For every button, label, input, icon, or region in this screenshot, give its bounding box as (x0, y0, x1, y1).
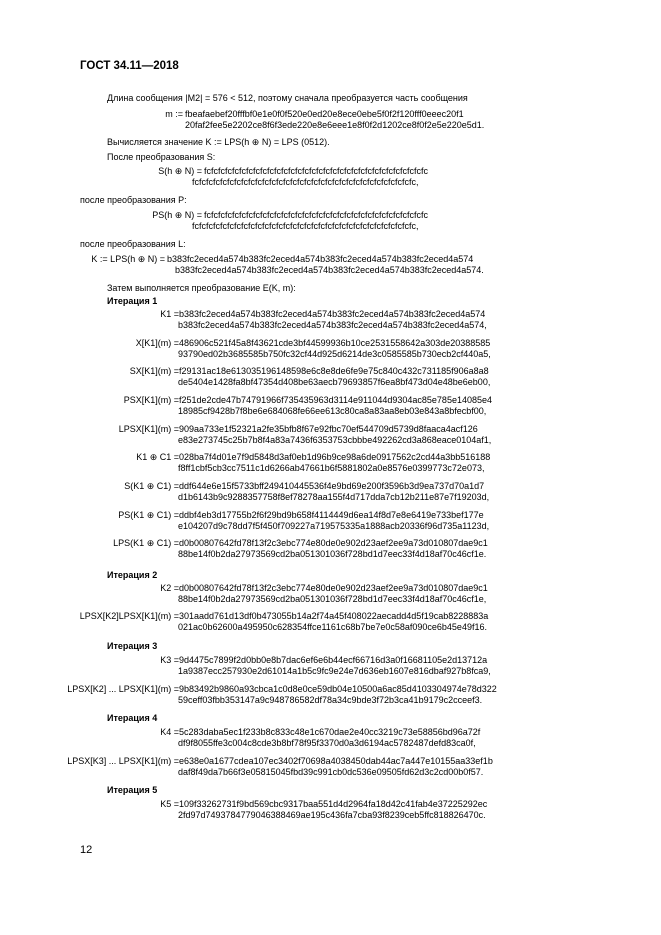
it1-row-4-label: PSX[K1](m) = (123, 395, 179, 405)
iteration-4-title: Итерация 4 (107, 713, 158, 723)
it1-row-5-value: 909aa733e1f52321a2fe35bfb8f67e92fbc70ef544709d5739d8faaca4acf126 e83e273745c25b7b8f4a83a7436f6353753cbbbe492262cd3a868eace0104af1, (178, 424, 492, 445)
page-header: ГОСТ 34.11—2018 (80, 60, 179, 72)
p-label: PS(h ⊕ N) = (152, 210, 202, 220)
p-value: fcfcfcfcfcfcfcfcfcfcfcfcfcfcfcfcfcfcfcfcfcfcfcfcfcfcfcfcfcfcfcfc fcfcfcfcfcfcfcfcfcfcfcfcfcfcfcfcfcfcfcfcfcfcfcfcfcfcfcfcfcfcfcfc, (192, 210, 429, 231)
compute-text: Вычисляется значение K := LPS(h ⊕ N) = LPS (0512). (107, 137, 330, 147)
s-label: S(h ⊕ N) = (158, 166, 202, 176)
it4-row-1-value: 5c283daba5ec1f233b8c833c48e1c670dae2e40cc3219c73e58856bd96a72f df9f8055ffe3c004c8cde3b8bf78f95f3370d0a3d6194ac5782487defd83ca0f, (178, 727, 481, 748)
after-s-text: После преобразования S: (107, 152, 216, 162)
it1-row-9-value: d0b00807642fd78f13f2c3ebc774e80de0e902d23aef2ee9a73d010807dae9c1 88be14f0b2da27973569cd2ba051301036f728bd1d7eec33f4d18af70c46cf1e. (178, 538, 488, 559)
it1-row-5-label: LPSX[K1](m) = (118, 424, 179, 434)
it1-row-7-label: S(K1 ⊕ C1) = (124, 481, 179, 491)
it5-row-1-label: K5 = (160, 799, 179, 809)
it2-row-1-label: K2 = (160, 583, 179, 593)
s-value: fcfcfcfcfcfcfcfcfcfcfcfcfcfcfcfcfcfcfcfcfcfcfcfcfcfcfcfcfcfcfcfc fcfcfcfcfcfcfcfcfcfcfcfcfcfcfcfcfcfcfcfcfcfcfcfcfcfcfcfcfcfcfcfc, (192, 166, 429, 187)
it4-row-2-label: LPSX[K3] ... LPSX[K1](m) = (67, 756, 179, 766)
k-label: K := LPS(h ⊕ N) = (91, 254, 165, 264)
iteration-3-title: Итерация 3 (107, 641, 158, 651)
it1-row-1-value: b383fc2eced4a574b383fc2eced4a574b383fc2eced4a574b383fc2eced4a574 b383fc2eced4a574b383fc2eced4a574b383fc2eced4a574b383fc2eced4a574, (178, 309, 487, 330)
it4-row-2-value: e638e0a1677cdea107ec3402f70698a4038450dab44ac7a447e10155aa33ef1b daf8f49da7b66f3e05815045fbd39c991cb0dc536e09505fd62d3c2cd00b0f57. (178, 756, 493, 777)
it4-row-1-label: K4 = (160, 727, 179, 737)
m-value: fbeafaebef20fffbf0e1e0f0f520e0ed20e8ece0ebe5f0f2f120fff0eeec20f1 20faf2fee5e2202ce8f6f3ede220e8e6eee1e8f0f2d1202ce8f0f2e5e220e5d1. (185, 109, 485, 130)
it1-row-8-label: PS(K1 ⊕ C1) = (118, 510, 179, 520)
it1-row-2-value: 486906c521f45a8f43621cde3bf44599936b10ce2531558642a303de20388585 93790ed02b3685585b750fc32cf44d925d6214de3c0585585b730ecb2cf440a5, (178, 338, 491, 359)
page-number: 12 (80, 844, 93, 856)
it3-row-1-value: 9d4475c7899f2d0bb0e8b7dac6ef6e6b44ecf66716d3a0f16681105e2d13712a 1a9387ecc257930e2d61014a1b5c9fc9e24e7d636eb1607e816dbaf927b8fca9, (178, 655, 491, 676)
after-l-text: после преобразования L: (80, 239, 186, 249)
it1-row-6-value: 028ba7f4d01e7f9d5848d3af0eb1d96b9ce98a6de0917562c2cd44a3bb516188 f8ff1cbf5cb3cc7511c1d6266ab47661b6f5881802a0e8576e0399773c72e073, (178, 452, 491, 473)
it1-row-2-label: X[K1](m) = (135, 338, 179, 348)
iteration-2-title: Итерация 2 (107, 570, 158, 580)
it2-row-2-value: 301aadd761d13df0b473055b14a2f74a45f408022aecadd4d5f19cab8228883a 021ac0b62600a495950c628354ffce1161c68b7be7e0c58af090ce6b45e49f16. (178, 611, 489, 632)
it1-row-7-value: ddf644e6e15f5733bff249410445536f4e9bd69e200f3596b3d9ea737d70a1d7 d1b6143b9c9288357758f8ef78278aa155f4d717dda7cb12b211e87e7f19203d, (178, 481, 490, 502)
it3-row-2-label: LPSX[K2] ... LPSX[K1](m) = (67, 684, 179, 694)
it1-row-1-label: K1 = (160, 309, 179, 319)
it3-row-2-value: 9b83492b9860a93cbca1c0d8e0ce59db04e10500a6ac85d4103304974e78d322 59ceff03fbb353147a9c948786582df78a34c9bde3f72b3ca41b9179c2cceef3. (178, 684, 497, 705)
it2-row-2-label: LPSX[K2]LPSX[K1](m) = (79, 611, 179, 621)
iteration-5-title: Итерация 5 (107, 785, 158, 795)
it1-row-3-label: SX[K1](m) = (129, 366, 179, 376)
then-text: Затем выполняется преобразование E(K, m): (107, 283, 296, 293)
it1-row-8-value: ddbf4eb3d17755b2f6f29bd9b658f4114449d6ea14f8d7e8e6419e733bef177e e104207d9c78dd7f5f450f709227a719575335a1888acb20336f96d735a1123d, (178, 510, 490, 531)
it1-row-9-label: LPS(K1 ⊕ C1) = (113, 538, 179, 548)
m-label: m := (165, 109, 183, 119)
it5-row-1-value: 109f33262731f9bd569cbc9317baa551d4d2964fa18d42c41fab4e37225292ec 2fd97d7493784779046388469ae195c436fa7cba93f8239ceb5ffc818826470c. (178, 799, 488, 820)
k-value: b383fc2eced4a574b383fc2eced4a574b383fc2eced4a574b383fc2eced4a574 b383fc2eced4a574b383fc2eced4a574b383fc2eced4a574b383fc2eced4a574. (167, 254, 484, 275)
it3-row-1-label: K3 = (160, 655, 179, 665)
it1-row-4-value: f251de2cde47b74791966f735435963d3114e911044d9304ac85e785e14085e4 18985cf9428b7f8be6e684068fe66ee613c80ca8a83aa8eb03e843a8bfecbf00, (178, 395, 492, 416)
message-length-text: Длина сообщения |M2| = 576 < 512, поэтому сначала преобразуется часть сообщения (107, 93, 468, 103)
iteration-1-title: Итерация 1 (107, 296, 158, 306)
it1-row-3-value: f29131ac18e613035196148598e6c8e8de6fe9e75c840c432c731185f906a8a8 de5404e1428fa8bf47354d408be63aecb79693857f6ea8bf473d04e48be6eb00, (178, 366, 491, 387)
it2-row-1-value: d0b00807642fd78f13f2c3ebc774e80de0e902d23aef2ee9a73d010807dae9c1 88be14f0b2da27973569cd2ba051301036f728bd1d7eec33f4d18af70c46cf1e, (178, 583, 488, 604)
after-p-text: после преобразования P: (80, 195, 187, 205)
it1-row-6-label: K1 ⊕ C1 = (136, 452, 179, 462)
